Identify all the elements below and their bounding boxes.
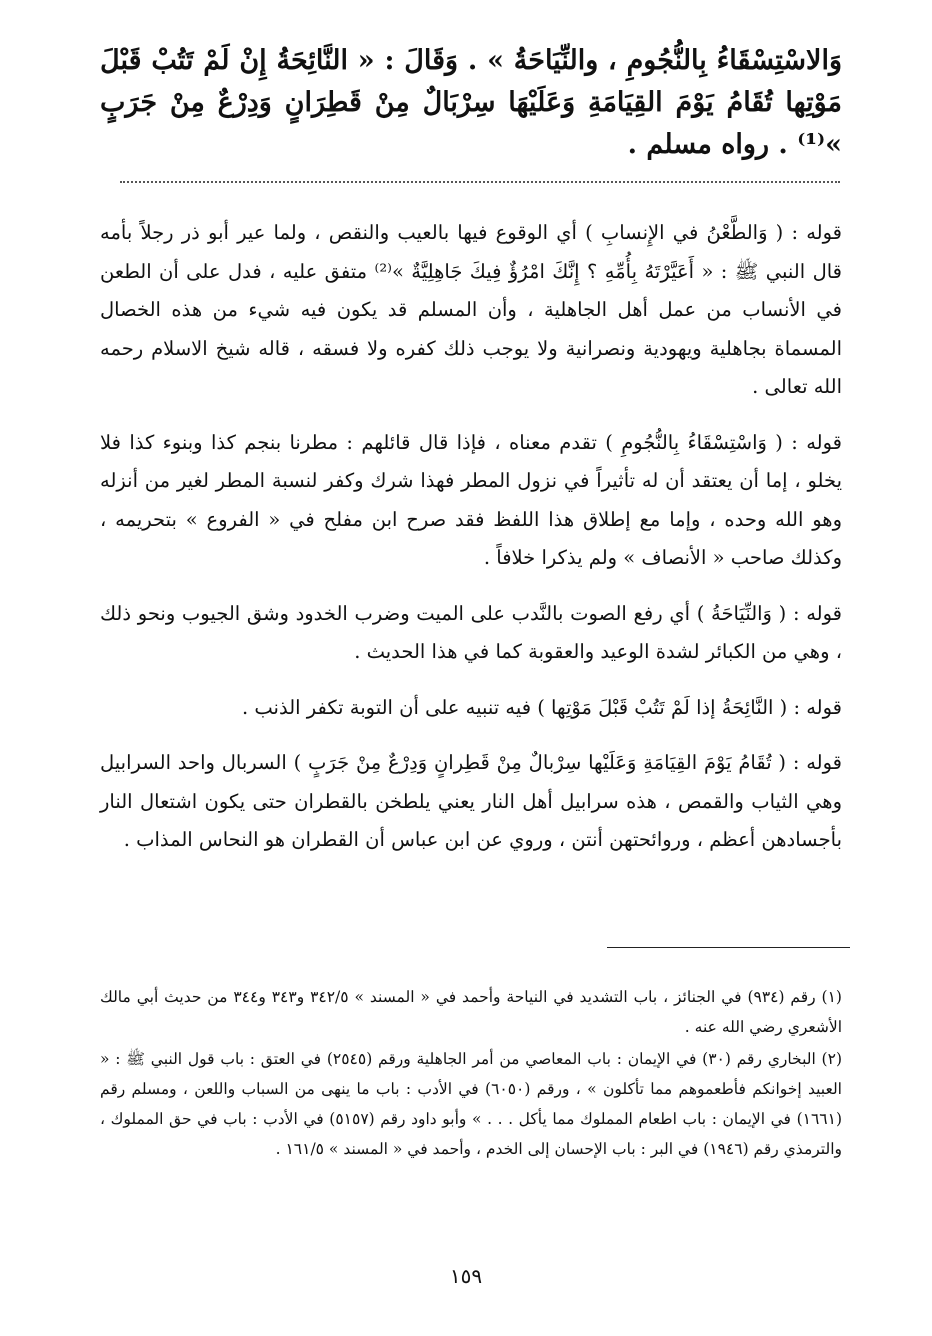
commentary-paragraph-5: قوله : ( تُقَامُ يَوْمَ القِيَامَةِ وَعَلَيْها سِرْبالٌ مِنْ قَطِرانٍ وَدِرْعٌ مِنْ جَرَبٍ ) السربال واحد السرابيل وهي الثياب والقمص ، هذه سرابيل أهل النار يعني يلطخن بالقطران حتى يكون اشتعال النار بأجسادهن أعظم ، وروائحتهن أنتن ، وروي عن ابن عباس أن القطران هو النحاس المذاب . <box>100 751 842 851</box>
commentary-section <box>100 214 842 877</box>
footnote-1: (١) رقم (٩٣٤) في الجنائز ، باب التشديد في النياحة وأحمد في « المسند » ٣٤٢/٥ و٣٤٣ و٣٤٤ من حديث أبي مالك الأشعري رضي الله عنه . <box>100 988 842 1036</box>
dotted-separator <box>120 181 840 183</box>
commentary-paragraph-2: قوله : ( وَاسْتِسْقَاءُ بِالنُّجُومِ ) تقدم معناه ، فإذا قال قائلهم : مطرنا بنجم كذا وبنوء كذا فلا يخلو ، إما أن يعتقد أن له تأثيراً في نزول المطر فهذا شرك وكفر لنسبة المطر لغير من أنزله وهو الله وحده ، وإما مع إطلاق هذا اللفظ فقد صرح ابن مفلح في « الفروع » بتحريمه ، وكذلك صاحب « الأنصاف » ولم يذكرا خلافاً . <box>100 430 842 569</box>
commentary-paragraph-4: قوله : ( النَّائِحَةُ إذا لَمْ تَتُبْ قَبْلَ مَوْتِها ) فيه تنبيه على أن التوبة تكفر الذنب . <box>241 695 842 719</box>
page-number: ١٥٩ <box>449 1264 483 1288</box>
hadith-text: وَالاسْتِسْقَاءُ بِالنُّجُومِ ، والنِّيَاحَةُ » . وَقَالَ : « النَّائِحَةُ إِنْ لَمْ تَتُبْ قَبْلَ مَوْتِها تُقَامُ يَوْمَ القِيَامَةِ وَعَلَيْهَا سِرْبَالٌ مِنْ قَطِرَانٍ وَدِرْعٌ مِنْ جَرَبٍ »⁽¹⁾ . رواه مسلم . <box>100 45 842 160</box>
footnote-2: (٢) البخاري رقم (٣٠) في الإيمان : باب المعاصي من أمر الجاهلية ورقم (٢٥٤٥) في العتق : باب قول النبي ﷺ : « العبيد إخوانكم فأطعموهم مما تأكلون » ، ورقم (٦٠٥٠) في الأدب : باب ما ينهى من السباب واللعن ، ومسلم رقم (١٦٦١) في الإيمان : باب اطعام المملوك مما يأكل . . . » وأبو داود رقم (٥١٥٧) في الأدب : باب في حق المملوك ، والترمذي رقم (١٩٤٦) في البر : باب الإحسان إلى الخدم ، وأحمد في « المسند » ١٦١/٥ . <box>100 1050 842 1158</box>
commentary-paragraph-1: قوله : ( وَالطَّعْنُ في الإِنسابِ ) أي الوقوع فيها بالعيب والنقص ، ولما عير أبو ذر رجلاً بأمه قال النبي ﷺ : « أَعَيَّرْتَهُ بِأُمِّهِ ؟ إِنَّكَ امْرُؤٌ فِيكَ جَاهِلِيَّةٌ »⁽²⁾ متفق عليه ، فدل على أن الطعن في الأنساب من عمل أهل الجاهلية ، وأن المسلم قد يكون فيه شيء من هذه الخصال المسماة بجاهلية ويهودية ونصرانية ولا يوجب ذلك كفره ولا فسقه ، قاله شيخ الاسلام رحمه الله تعالى . <box>100 221 842 398</box>
footnotes-section <box>100 982 842 1166</box>
footnote-separator <box>607 947 850 948</box>
commentary-paragraph-3: قوله : ( وَالنِّيَاحَةُ ) أي رفع الصوت بالنَّدب على الميت وضرب الخدود وشق الجيوب ونحو ذلك ، وهي من الكبائر لشدة الوعيد والعقوبة كما في هذا الحديث . <box>100 601 842 663</box>
